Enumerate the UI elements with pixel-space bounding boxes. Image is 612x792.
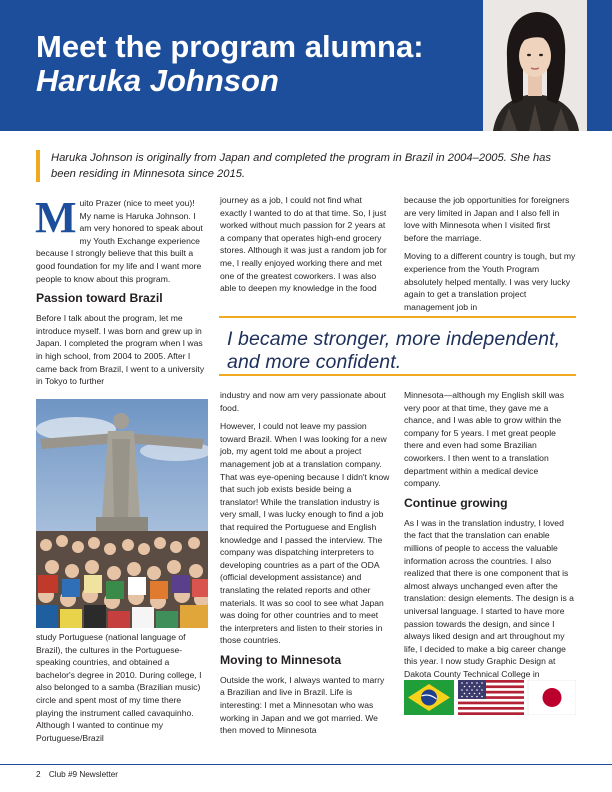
paragraph: However, I could not leave my passion toward Brazil. When I was looking for a new job, my agent told me about a project management job at a translation company. That was eye-opening because I didn't know that such job exists beside being a translator! While the translation industry is very small, I was lucky enough to find a job that required the Portuguese and English knowledge and I passed the interview. The company was dispatching interpreters to developing countries as a part of the ODA (official development assistance) and translating the related reports and other materials. It was so cool to see what Japan was doing for other countries and to meet the interpreters and listen to their stories in those countries. (220, 421, 390, 646)
paragraph: Outside the work, I always wanted to marry a Brazilian and live in Brazil. Life is interesting: I met a Minnesotan who was working in Japan and we got married. We then moved to Minnesota (220, 674, 385, 736)
paragraph: industry and now am very passionate about food. (220, 390, 386, 413)
heading-passion-toward-brazil: Passion toward Brazil (36, 291, 163, 306)
paragraph: journey as a job, I could not find what exactly I wanted to do at that time. So, I just worked without much passion for 2 years at a company that operates high-end grocery stores. Although it was just a random job for me, I really enjoyed working there and met one of the greatest coworkers. I was also able to deepen my knowledge in the food (220, 195, 387, 294)
portrait-photo (483, 0, 587, 131)
usa-flag-icon (458, 680, 524, 715)
page-footer (36, 770, 124, 779)
pull-quote (219, 316, 576, 376)
country-flags (404, 680, 576, 715)
title-line-2: Haruka Johnson (36, 63, 279, 98)
portrait-illustration (483, 0, 587, 131)
publication-name: Club #9 Newsletter (48, 770, 119, 779)
opening-paragraph: Muito Prazer (nice to meet you)! My name is Haruka Johnson. I am very honored to speak about my Youth Exchange experience because I strongly believe that this built a good foundation for my life and I want more people to know about this program. (35, 193, 203, 284)
page-title (36, 30, 476, 98)
page-number: 2 (36, 770, 41, 779)
column-1 (35, 193, 208, 394)
footer-divider (0, 764, 612, 765)
brazil-flag-icon (404, 680, 454, 715)
column-3-bottom (404, 389, 576, 699)
heading-moving-to-minnesota: Moving to Minnesota (220, 652, 342, 667)
christ-the-redeemer-illustration (36, 399, 208, 628)
drop-cap: M (35, 193, 77, 242)
flags-illustration (404, 680, 576, 715)
intro-text: Haruka Johnson is originally from Japan and completed the program in Brazil in 2004–2005. She has been residing in Minnesota since 2015. (36, 150, 576, 182)
paragraph: Before I talk about the program, let me introduce myself. I was born and grew up in Japan. I completed the program when I was in high school, from 2004 to 2005. After I came back from Brazil, I went to a university in Tokyo to further (36, 313, 205, 387)
column-2-top (220, 194, 390, 301)
paragraph: As I was in the translation industry, I loved the fact that the translation can enable millions of people to access the valuable information across the countries. I also realized that there is one component that is almost always unchanged even after the translation: design elements. The design is a universal language. I started to have more passion towards the design, and since I always liked design and art throughout my life, I decided to make a big career change this year. I now study Graphic Design at Dakota County Technical College in (404, 517, 574, 679)
column-2-bottom (220, 389, 390, 743)
japan-flag-icon (528, 680, 576, 715)
column-3-top (404, 194, 576, 319)
paragraph: because the job opportunities for foreigners are very limited in Japan and I also fell in love with Minnesota when I visited first before the marriage. (404, 195, 570, 243)
column-1-continued (36, 631, 208, 750)
heading-continue-growing: Continue growing (404, 495, 508, 510)
paragraph: study Portuguese (national language of Brazil), the cultures in the Portuguese-speaking countries, and obtained a bachelor's degree in 2010. During college, I also belonged to a samba (Brazilian music) circle and spent most of my time there playing the instrument called cavaquinho. Although I wanted to continue my Portuguese/Brazil (36, 632, 202, 743)
page-header (0, 0, 612, 131)
paragraph: Moving to a different country is tough, but my experience from the Youth Program absolutely helped mentally. I was very lucky again to get a translation project management job in (404, 251, 576, 312)
paragraph: Minnesota—although my English skill was very poor at that time, they gave me a chance, and I was able to grow within the company for 5 years. I met great people there and even had some Brazilian coworkers. I then went to a translation department within a medical device company. (404, 390, 565, 489)
rio-group-photo (36, 399, 208, 628)
pull-quote-text: I became stronger, more independent, and more confident. (227, 328, 561, 373)
title-line-1: Meet the program alumna: (36, 29, 424, 64)
